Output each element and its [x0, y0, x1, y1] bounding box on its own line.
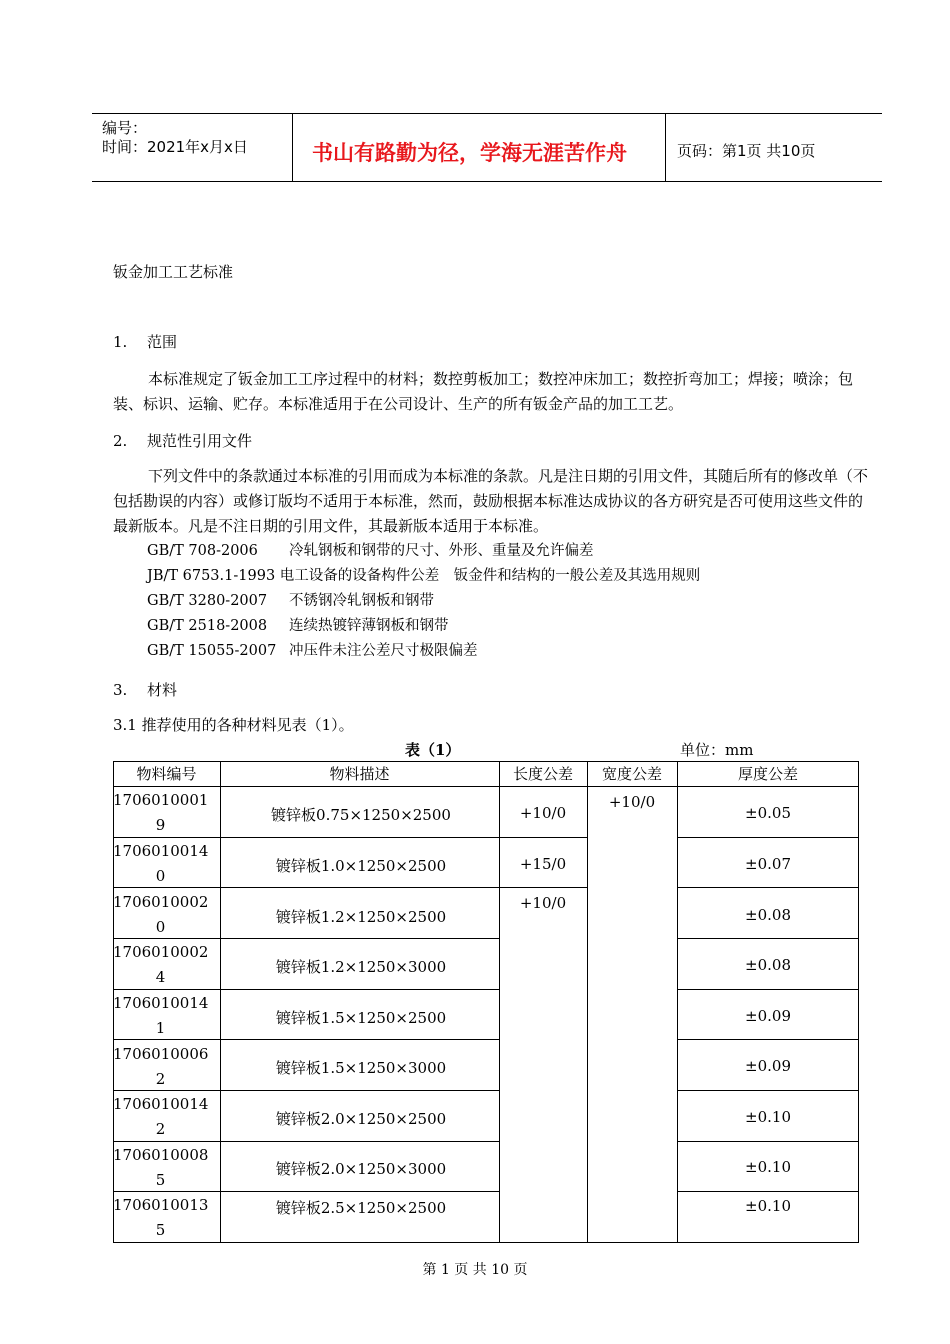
code-line: 1 [155, 1019, 166, 1037]
table-row-line [677, 1191, 859, 1192]
material-desc-cell: 镀锌板0.75×1250×2500 [271, 806, 451, 824]
section-1-body [113, 367, 873, 417]
header-page-label: 页码：第1页 共10页 [677, 142, 816, 160]
section-title: 规范性引用文件 [147, 432, 253, 450]
material-code-cell [113, 991, 208, 1041]
thickness-tolerance-cell: ±0.10 [745, 1197, 791, 1215]
header-top-rule [92, 113, 882, 114]
reference-item [147, 589, 700, 614]
reference-code: GB/T 2518-2008 [147, 618, 268, 634]
reference-code: GB/T 708-2006 [147, 543, 258, 559]
thickness-tolerance-cell: ±0.08 [745, 956, 791, 974]
code-line: 2 [155, 1120, 166, 1138]
table-row-line [677, 887, 859, 888]
reference-item [147, 539, 700, 564]
reference-item [147, 614, 700, 639]
header-separator [665, 114, 666, 182]
table-header: 物料编号 [136, 765, 197, 783]
reference-title: 冷轧钢板和钢带的尺寸、外形、重量及允许偏差 [289, 543, 594, 559]
section-2-body [113, 464, 873, 539]
table-column-line [220, 761, 221, 1243]
reference-title: 电工设备的设备构件公差 钣金件和结构的一般公差及其选用规则 [279, 568, 701, 584]
table-row-line [113, 786, 859, 787]
reference-item [147, 564, 700, 589]
table-row-line [677, 1141, 859, 1142]
code-line: 0 [155, 918, 166, 936]
length-tolerance-cell: +10/0 [519, 894, 567, 912]
material-desc-cell: 镀锌板2.0×1250×2500 [275, 1110, 447, 1128]
header-bottom-rule [92, 181, 882, 182]
material-desc-cell: 镀锌板1.5×1250×3000 [275, 1059, 447, 1077]
header-motto: 书山有路勤为径，学海无涯苦作舟 [312, 141, 627, 165]
material-code-cell [113, 940, 208, 990]
code-line: 1706010002 [113, 943, 209, 961]
table-header: 长度公差 [512, 765, 573, 783]
thickness-tolerance-cell: ±0.05 [745, 804, 791, 822]
section-3-heading [113, 679, 177, 700]
code-line: 1706010002 [113, 893, 209, 911]
section-title: 材料 [147, 681, 178, 699]
materials-table [113, 761, 859, 1243]
thickness-tolerance-cell: ±0.10 [745, 1158, 791, 1176]
section-number: 2. [113, 432, 128, 450]
table-row-line [677, 938, 859, 939]
width-tolerance-cell: +10/0 [608, 793, 656, 811]
code-line: 5 [155, 1221, 166, 1239]
length-tolerance-cell: +15/0 [519, 855, 567, 873]
material-desc-cell: 镀锌板2.0×1250×3000 [275, 1160, 447, 1178]
section-title: 范围 [147, 333, 178, 351]
material-desc-cell: 镀锌板1.2×1250×2500 [275, 908, 447, 926]
header-time-label: 时间：2021年x月x日 [102, 138, 248, 156]
material-code-cell [113, 890, 208, 940]
header-separator [292, 114, 293, 182]
section-number: 1. [113, 333, 128, 351]
table-border [113, 1242, 859, 1243]
material-code-cell [113, 1042, 208, 1092]
reference-item [147, 639, 700, 664]
table-column-line [499, 761, 500, 1243]
paragraph: 本标准规定了钣金加工工序过程中的材料；数控剪板加工；数控冲床加工；数控折弯加工；焊接；喷涂；包装、标识、运输、贮存。本标准适用于在公司设计、生产的所有钣金产品的加工工艺。 [113, 370, 854, 413]
section-1-heading [113, 331, 177, 352]
code-line: 1706010014 [113, 1095, 209, 1113]
length-tolerance-cell: +10/0 [519, 804, 567, 822]
code-line: 1706010001 [113, 791, 209, 809]
reference-code: GB/T 3280-2007 [147, 593, 268, 609]
code-line: 5 [155, 1171, 166, 1189]
page-footer: 第 1 页 共 10 页 [422, 1262, 528, 1278]
code-line: 1706010013 [113, 1196, 209, 1214]
reference-title: 连续热镀锌薄钢板和钢带 [289, 618, 449, 634]
table-caption: 表（1） [405, 741, 461, 759]
table-row-line [677, 1090, 859, 1091]
code-line: 9 [155, 816, 166, 834]
code-line: 1706010006 [113, 1045, 209, 1063]
material-desc-cell: 镀锌板1.2×1250×3000 [275, 958, 447, 976]
reference-title: 冲压件未注公差尺寸极限偏差 [289, 643, 478, 659]
code-line: 1706010014 [113, 842, 209, 860]
material-desc-cell: 镀锌板1.0×1250×2500 [275, 857, 447, 875]
material-code-cell [113, 788, 208, 838]
reference-code: GB/T 15055-2007 [147, 643, 277, 659]
table-header: 宽度公差 [601, 765, 662, 783]
document-title: 钣金加工工艺标准 [113, 263, 234, 281]
code-line: 1706010008 [113, 1146, 209, 1164]
material-code-cell [113, 1193, 208, 1243]
section-2-heading [113, 430, 252, 451]
material-desc-cell: 镀锌板1.5×1250×2500 [275, 1009, 447, 1027]
section-number: 3. [113, 681, 128, 699]
thickness-tolerance-cell: ±0.08 [745, 906, 791, 924]
material-desc-cell: 镀锌板2.5×1250×2500 [275, 1199, 447, 1217]
table-row-line [677, 1039, 859, 1040]
code-line: 0 [155, 867, 166, 885]
code-line: 4 [155, 968, 166, 986]
reference-list [147, 539, 700, 664]
material-code-cell [113, 1143, 208, 1193]
table-header: 物料描述 [329, 765, 390, 783]
table-row-line [677, 989, 859, 990]
reference-title: 不锈钢冷轧钢板和钢带 [289, 593, 434, 609]
table-column-line [587, 761, 588, 1243]
thickness-tolerance-cell: ±0.07 [745, 855, 791, 873]
thickness-tolerance-cell: ±0.09 [745, 1057, 791, 1075]
material-code-cell [113, 839, 208, 889]
code-line: 1706010014 [113, 994, 209, 1012]
paragraph: 下列文件中的条款通过本标准的引用而成为本标准的条款。凡是注日期的引用文件，其随后所有的修改单（不包括勘误的内容）或修订版均不适用于本标准，然而，鼓励根据本标准达成协议的各方研究是否可使用这些文件的最新版本。凡是不注日期的引用文件，其最新版本适用于本标准。 [113, 467, 869, 535]
header-number-label: 编号： [102, 119, 148, 137]
thickness-tolerance-cell: ±0.09 [745, 1007, 791, 1025]
reference-code: JB/T 6753.1-1993 [147, 568, 276, 584]
thickness-tolerance-cell: ±0.10 [745, 1108, 791, 1126]
material-code-cell [113, 1092, 208, 1142]
code-line: 2 [155, 1070, 166, 1088]
subsection-3-1: 3.1 推荐使用的各种材料见表（1）。 [113, 716, 354, 734]
table-row-line [677, 837, 859, 838]
table-unit: 单位：mm [680, 741, 754, 759]
table-header: 厚度公差 [737, 765, 798, 783]
